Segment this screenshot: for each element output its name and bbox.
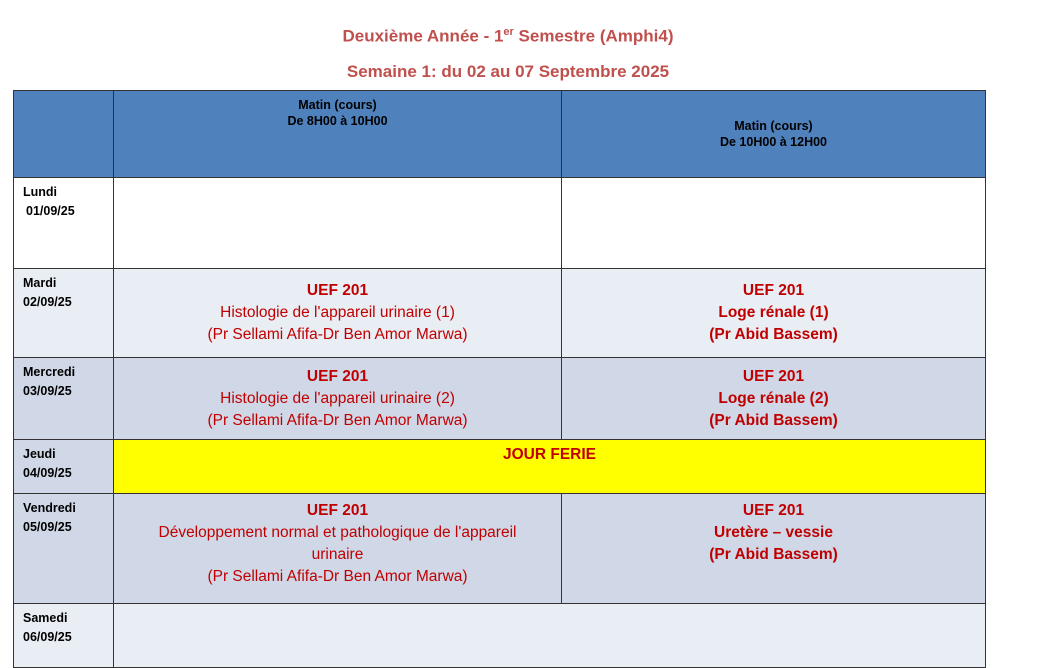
day-cell: [14, 440, 114, 494]
day-name: Mardi: [23, 276, 57, 290]
table-row: [14, 178, 986, 269]
day-name: Mercredi: [23, 365, 76, 379]
course-code: UEF 201: [306, 282, 369, 299]
table-row: [14, 358, 986, 440]
table-row: [14, 440, 986, 494]
empty-slot: [114, 178, 562, 269]
course-slot: [114, 269, 562, 358]
course-teacher: (Pr Abid Bassem): [709, 326, 838, 343]
course-code: UEF 201: [742, 367, 805, 385]
day-date: 02/09/25: [23, 295, 72, 309]
column-time: De 8H00 à 10H00: [287, 114, 388, 128]
column-label: Matin (cours): [734, 119, 813, 133]
column-header-slot1: [114, 91, 562, 178]
empty-slot: [114, 604, 986, 668]
day-date: 06/09/25: [23, 630, 72, 644]
page-title: Deuxième Année - 1er Semestre (Amphi4): [342, 26, 674, 46]
course-subject: Développement normal et pathologique de l'appareil: [158, 524, 517, 541]
corner-cell: [14, 91, 114, 178]
table-row: [14, 269, 986, 358]
course-slot: [114, 494, 562, 604]
course-subject: Histologie de l'appareil urinaire (2): [220, 389, 455, 407]
day-cell: [14, 358, 114, 440]
table-row: [14, 604, 986, 668]
header-row: [14, 91, 986, 178]
holiday-cell: JOUR FERIE: [114, 440, 986, 494]
course-teacher: (Pr Sellami Afifa-Dr Ben Amor Marwa): [207, 326, 468, 343]
day-name: Samedi: [23, 611, 68, 625]
course-slot: [114, 358, 562, 440]
day-name: Lundi: [23, 185, 58, 199]
course-code: UEF 201: [742, 282, 805, 299]
day-date: 05/09/25: [23, 520, 72, 534]
course-teacher: (Pr Abid Bassem): [709, 546, 838, 563]
schedule-table: [13, 90, 986, 668]
course-slot: [562, 494, 986, 604]
empty-slot: [562, 178, 986, 269]
column-header-slot2: [562, 91, 986, 178]
course-subject: Histologie de l'appareil urinaire (1): [220, 304, 455, 321]
course-slot: [562, 358, 986, 440]
day-cell: [14, 494, 114, 604]
day-name: Vendredi: [23, 501, 76, 515]
course-teacher: (Pr Sellami Afifa-Dr Ben Amor Marwa): [207, 568, 468, 585]
course-code: UEF 201: [306, 367, 369, 385]
page-subtitle: Semaine 1: du 02 au 07 Septembre 2025: [346, 62, 670, 81]
course-subject: Loge rénale (2): [718, 389, 829, 407]
day-date: 03/09/25: [23, 384, 72, 398]
course-teacher: (Pr Abid Bassem): [709, 411, 838, 429]
day-name: Jeudi: [23, 447, 56, 461]
column-time: De 10H00 à 12H00: [719, 135, 828, 149]
course-code: UEF 201: [742, 502, 805, 519]
table-row: [14, 494, 986, 604]
course-subject-cont: urinaire: [311, 546, 364, 563]
course-code: UEF 201: [306, 502, 369, 519]
course-subject: Uretère – vessie: [714, 524, 833, 541]
day-date: 01/09/25: [26, 204, 75, 218]
course-teacher: (Pr Sellami Afifa-Dr Ben Amor Marwa): [207, 411, 468, 429]
course-slot: [562, 269, 986, 358]
day-date: 04/09/25: [23, 466, 72, 480]
column-label: Matin (cours): [298, 98, 377, 112]
course-subject: Loge rénale (1): [718, 304, 829, 321]
day-cell: [14, 178, 114, 269]
day-cell: [14, 269, 114, 358]
day-cell: [14, 604, 114, 668]
